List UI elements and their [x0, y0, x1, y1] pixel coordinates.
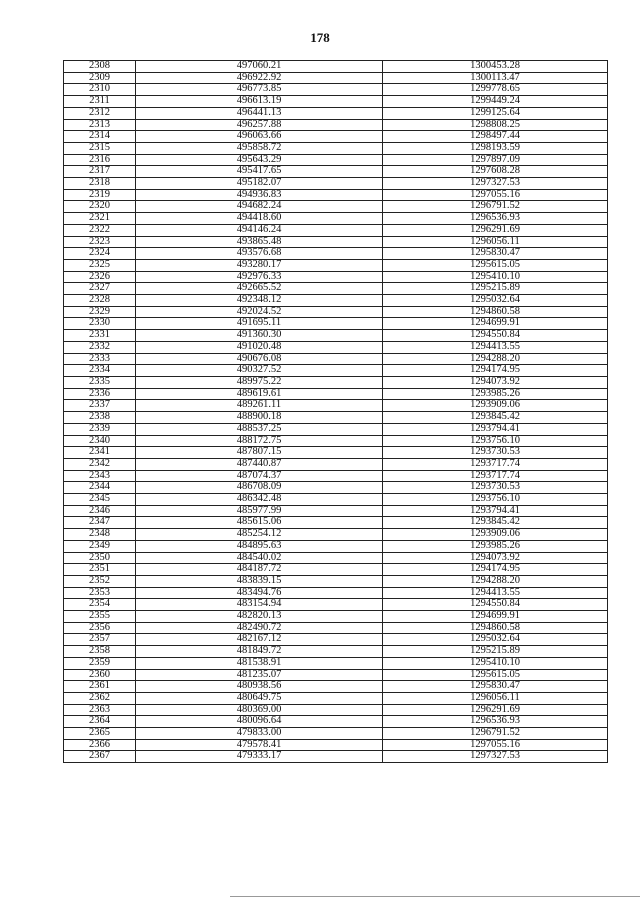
point-number-cell: 2348 [64, 529, 136, 541]
table-row [64, 552, 608, 564]
x-coordinate-cell: 488537.25 [136, 423, 383, 435]
y-coordinate-cell: 1295032.64 [383, 634, 608, 646]
x-coordinate-cell: 486342.48 [136, 494, 383, 506]
point-number-cell: 2336 [64, 388, 136, 400]
point-number-cell: 2333 [64, 353, 136, 365]
y-coordinate-cell: 1293756.10 [383, 435, 608, 447]
y-coordinate-cell: 1293794.41 [383, 505, 608, 517]
x-coordinate-cell: 496613.19 [136, 96, 383, 108]
point-number-cell: 2362 [64, 692, 136, 704]
y-coordinate-cell: 1295615.05 [383, 259, 608, 271]
point-number-cell: 2322 [64, 224, 136, 236]
x-coordinate-cell: 493280.17 [136, 259, 383, 271]
point-number-cell: 2352 [64, 575, 136, 587]
point-number-cell: 2311 [64, 96, 136, 108]
point-number-cell: 2339 [64, 423, 136, 435]
x-coordinate-cell: 492976.33 [136, 271, 383, 283]
y-coordinate-cell: 1296291.69 [383, 704, 608, 716]
x-coordinate-cell: 483839.15 [136, 575, 383, 587]
y-coordinate-cell: 1294860.58 [383, 622, 608, 634]
point-number-cell: 2329 [64, 306, 136, 318]
x-coordinate-cell: 480649.75 [136, 692, 383, 704]
point-number-cell: 2347 [64, 517, 136, 529]
x-coordinate-cell: 495182.07 [136, 178, 383, 190]
x-coordinate-cell: 480096.64 [136, 716, 383, 728]
point-number-cell: 2312 [64, 107, 136, 119]
y-coordinate-cell: 1294174.95 [383, 564, 608, 576]
x-coordinate-cell: 482490.72 [136, 622, 383, 634]
table-row [64, 622, 608, 634]
table-body [64, 61, 608, 763]
y-coordinate-cell: 1297608.28 [383, 166, 608, 178]
coordinates-table [63, 60, 608, 763]
x-coordinate-cell: 496257.88 [136, 119, 383, 131]
y-coordinate-cell: 1296056.11 [383, 236, 608, 248]
x-coordinate-cell: 496441.13 [136, 107, 383, 119]
x-coordinate-cell: 490327.52 [136, 365, 383, 377]
x-coordinate-cell: 483154.94 [136, 599, 383, 611]
y-coordinate-cell: 1293756.10 [383, 494, 608, 506]
point-number-cell: 2334 [64, 365, 136, 377]
x-coordinate-cell: 490676.08 [136, 353, 383, 365]
point-number-cell: 2325 [64, 259, 136, 271]
y-coordinate-cell: 1293794.41 [383, 423, 608, 435]
table-row [64, 213, 608, 225]
y-coordinate-cell: 1295615.05 [383, 669, 608, 681]
x-coordinate-cell: 492665.52 [136, 283, 383, 295]
x-coordinate-cell: 484895.63 [136, 540, 383, 552]
y-coordinate-cell: 1294413.55 [383, 587, 608, 599]
table-row [64, 400, 608, 412]
table-row [64, 236, 608, 248]
point-number-cell: 2355 [64, 611, 136, 623]
table-row [64, 306, 608, 318]
table-row [64, 341, 608, 353]
table-row [64, 611, 608, 623]
y-coordinate-cell: 1300113.47 [383, 72, 608, 84]
y-coordinate-cell: 1295215.89 [383, 646, 608, 658]
x-coordinate-cell: 479333.17 [136, 751, 383, 763]
table-row [64, 692, 608, 704]
table-row [64, 634, 608, 646]
point-number-cell: 2340 [64, 435, 136, 447]
y-coordinate-cell: 1297055.16 [383, 189, 608, 201]
y-coordinate-cell: 1296791.52 [383, 728, 608, 740]
table-row [64, 482, 608, 494]
point-number-cell: 2320 [64, 201, 136, 213]
x-coordinate-cell: 484187.72 [136, 564, 383, 576]
x-coordinate-cell: 496063.66 [136, 131, 383, 143]
point-number-cell: 2359 [64, 657, 136, 669]
point-number-cell: 2364 [64, 716, 136, 728]
table-row [64, 178, 608, 190]
point-number-cell: 2350 [64, 552, 136, 564]
y-coordinate-cell: 1293717.74 [383, 458, 608, 470]
table-row [64, 201, 608, 213]
table-row [64, 716, 608, 728]
x-coordinate-cell: 497060.21 [136, 61, 383, 73]
point-number-cell: 2366 [64, 739, 136, 751]
x-coordinate-cell: 491695.11 [136, 318, 383, 330]
table-row [64, 423, 608, 435]
table-row [64, 119, 608, 131]
y-coordinate-cell: 1294699.91 [383, 318, 608, 330]
table-row [64, 529, 608, 541]
table-row [64, 751, 608, 763]
y-coordinate-cell: 1293730.53 [383, 482, 608, 494]
x-coordinate-cell: 485977.99 [136, 505, 383, 517]
x-coordinate-cell: 487807.15 [136, 447, 383, 459]
y-coordinate-cell: 1295410.10 [383, 657, 608, 669]
x-coordinate-cell: 496773.85 [136, 84, 383, 96]
x-coordinate-cell: 494936.83 [136, 189, 383, 201]
x-coordinate-cell: 491020.48 [136, 341, 383, 353]
y-coordinate-cell: 1296056.11 [383, 692, 608, 704]
point-number-cell: 2338 [64, 412, 136, 424]
point-number-cell: 2342 [64, 458, 136, 470]
table-row [64, 470, 608, 482]
y-coordinate-cell: 1299778.65 [383, 84, 608, 96]
table-row [64, 224, 608, 236]
x-coordinate-cell: 480938.56 [136, 681, 383, 693]
table-row [64, 458, 608, 470]
table-row [64, 96, 608, 108]
table-row [64, 564, 608, 576]
y-coordinate-cell: 1294288.20 [383, 353, 608, 365]
table-row [64, 72, 608, 84]
y-coordinate-cell: 1299449.24 [383, 96, 608, 108]
point-number-cell: 2314 [64, 131, 136, 143]
point-number-cell: 2361 [64, 681, 136, 693]
y-coordinate-cell: 1297897.09 [383, 154, 608, 166]
page-number: 178 [310, 30, 330, 45]
point-number-cell: 2308 [64, 61, 136, 73]
y-coordinate-cell: 1297327.53 [383, 178, 608, 190]
x-coordinate-cell: 479833.00 [136, 728, 383, 740]
table-row [64, 365, 608, 377]
table-row [64, 517, 608, 529]
y-coordinate-cell: 1294073.92 [383, 376, 608, 388]
y-coordinate-cell: 1294073.92 [383, 552, 608, 564]
point-number-cell: 2309 [64, 72, 136, 84]
y-coordinate-cell: 1299125.64 [383, 107, 608, 119]
point-number-cell: 2330 [64, 318, 136, 330]
y-coordinate-cell: 1294413.55 [383, 341, 608, 353]
y-coordinate-cell: 1294860.58 [383, 306, 608, 318]
x-coordinate-cell: 496922.92 [136, 72, 383, 84]
point-number-cell: 2360 [64, 669, 136, 681]
y-coordinate-cell: 1294550.84 [383, 599, 608, 611]
y-coordinate-cell: 1296536.93 [383, 213, 608, 225]
y-coordinate-cell: 1300453.28 [383, 61, 608, 73]
y-coordinate-cell: 1296536.93 [383, 716, 608, 728]
table-row [64, 61, 608, 73]
y-coordinate-cell: 1294550.84 [383, 330, 608, 342]
table-row [64, 540, 608, 552]
x-coordinate-cell: 489261.11 [136, 400, 383, 412]
table-row [64, 259, 608, 271]
table-row [64, 728, 608, 740]
y-coordinate-cell: 1298497.44 [383, 131, 608, 143]
x-coordinate-cell: 492348.12 [136, 295, 383, 307]
table-row [64, 435, 608, 447]
x-coordinate-cell: 487074.37 [136, 470, 383, 482]
x-coordinate-cell: 493576.68 [136, 248, 383, 260]
point-number-cell: 2328 [64, 295, 136, 307]
x-coordinate-cell: 488172.75 [136, 435, 383, 447]
y-coordinate-cell: 1295410.10 [383, 271, 608, 283]
table-row [64, 107, 608, 119]
table-row [64, 587, 608, 599]
table-row [64, 248, 608, 260]
table-row [64, 142, 608, 154]
x-coordinate-cell: 482167.12 [136, 634, 383, 646]
x-coordinate-cell: 483494.76 [136, 587, 383, 599]
x-coordinate-cell: 494146.24 [136, 224, 383, 236]
table-row [64, 295, 608, 307]
point-number-cell: 2327 [64, 283, 136, 295]
point-number-cell: 2357 [64, 634, 136, 646]
point-number-cell: 2344 [64, 482, 136, 494]
point-number-cell: 2316 [64, 154, 136, 166]
point-number-cell: 2319 [64, 189, 136, 201]
y-coordinate-cell: 1294174.95 [383, 365, 608, 377]
table-row [64, 505, 608, 517]
table-row [64, 283, 608, 295]
y-coordinate-cell: 1293909.06 [383, 529, 608, 541]
x-coordinate-cell: 481235.07 [136, 669, 383, 681]
point-number-cell: 2349 [64, 540, 136, 552]
x-coordinate-cell: 494682.24 [136, 201, 383, 213]
point-number-cell: 2358 [64, 646, 136, 658]
x-coordinate-cell: 485615.06 [136, 517, 383, 529]
x-coordinate-cell: 488900.18 [136, 412, 383, 424]
x-coordinate-cell: 480369.00 [136, 704, 383, 716]
point-number-cell: 2345 [64, 494, 136, 506]
table-row [64, 575, 608, 587]
point-number-cell: 2346 [64, 505, 136, 517]
y-coordinate-cell: 1295830.47 [383, 681, 608, 693]
y-coordinate-cell: 1296291.69 [383, 224, 608, 236]
x-coordinate-cell: 494418.60 [136, 213, 383, 225]
table-row [64, 271, 608, 283]
point-number-cell: 2365 [64, 728, 136, 740]
y-coordinate-cell: 1297055.16 [383, 739, 608, 751]
x-coordinate-cell: 479578.41 [136, 739, 383, 751]
x-coordinate-cell: 481538.91 [136, 657, 383, 669]
table-row [64, 154, 608, 166]
point-number-cell: 2351 [64, 564, 136, 576]
table-row [64, 189, 608, 201]
y-coordinate-cell: 1293985.26 [383, 540, 608, 552]
x-coordinate-cell: 489975.22 [136, 376, 383, 388]
y-coordinate-cell: 1293909.06 [383, 400, 608, 412]
x-coordinate-cell: 492024.52 [136, 306, 383, 318]
scan-edge-line [230, 896, 640, 897]
table-row [64, 131, 608, 143]
y-coordinate-cell: 1293730.53 [383, 447, 608, 459]
table-row [64, 318, 608, 330]
y-coordinate-cell: 1293845.42 [383, 412, 608, 424]
table-row [64, 669, 608, 681]
point-number-cell: 2310 [64, 84, 136, 96]
x-coordinate-cell: 482820.13 [136, 611, 383, 623]
point-number-cell: 2317 [64, 166, 136, 178]
y-coordinate-cell: 1295830.47 [383, 248, 608, 260]
y-coordinate-cell: 1296791.52 [383, 201, 608, 213]
table-row [64, 330, 608, 342]
x-coordinate-cell: 481849.72 [136, 646, 383, 658]
table-row [64, 376, 608, 388]
table-row [64, 704, 608, 716]
table-row [64, 353, 608, 365]
table-row [64, 681, 608, 693]
y-coordinate-cell: 1295215.89 [383, 283, 608, 295]
table-row [64, 646, 608, 658]
y-coordinate-cell: 1293717.74 [383, 470, 608, 482]
point-number-cell: 2354 [64, 599, 136, 611]
table-row [64, 657, 608, 669]
x-coordinate-cell: 487440.87 [136, 458, 383, 470]
y-coordinate-cell: 1295032.64 [383, 295, 608, 307]
point-number-cell: 2332 [64, 341, 136, 353]
point-number-cell: 2313 [64, 119, 136, 131]
table-row [64, 739, 608, 751]
point-number-cell: 2324 [64, 248, 136, 260]
table-row [64, 599, 608, 611]
table-row [64, 412, 608, 424]
table-row [64, 166, 608, 178]
point-number-cell: 2331 [64, 330, 136, 342]
table-row [64, 84, 608, 96]
point-number-cell: 2323 [64, 236, 136, 248]
point-number-cell: 2326 [64, 271, 136, 283]
table-row [64, 447, 608, 459]
x-coordinate-cell: 489619.61 [136, 388, 383, 400]
y-coordinate-cell: 1293845.42 [383, 517, 608, 529]
table-row [64, 388, 608, 400]
table-row [64, 494, 608, 506]
point-number-cell: 2363 [64, 704, 136, 716]
point-number-cell: 2343 [64, 470, 136, 482]
x-coordinate-cell: 491360.30 [136, 330, 383, 342]
x-coordinate-cell: 495417.65 [136, 166, 383, 178]
point-number-cell: 2315 [64, 142, 136, 154]
y-coordinate-cell: 1298808.25 [383, 119, 608, 131]
point-number-cell: 2337 [64, 400, 136, 412]
point-number-cell: 2341 [64, 447, 136, 459]
point-number-cell: 2318 [64, 178, 136, 190]
y-coordinate-cell: 1294288.20 [383, 575, 608, 587]
x-coordinate-cell: 485254.12 [136, 529, 383, 541]
x-coordinate-cell: 484540.02 [136, 552, 383, 564]
y-coordinate-cell: 1297327.53 [383, 751, 608, 763]
x-coordinate-cell: 486708.09 [136, 482, 383, 494]
x-coordinate-cell: 493865.48 [136, 236, 383, 248]
y-coordinate-cell: 1294699.91 [383, 611, 608, 623]
x-coordinate-cell: 495858.72 [136, 142, 383, 154]
y-coordinate-cell: 1298193.59 [383, 142, 608, 154]
point-number-cell: 2367 [64, 751, 136, 763]
point-number-cell: 2335 [64, 376, 136, 388]
point-number-cell: 2321 [64, 213, 136, 225]
y-coordinate-cell: 1293985.26 [383, 388, 608, 400]
point-number-cell: 2356 [64, 622, 136, 634]
point-number-cell: 2353 [64, 587, 136, 599]
x-coordinate-cell: 495643.29 [136, 154, 383, 166]
